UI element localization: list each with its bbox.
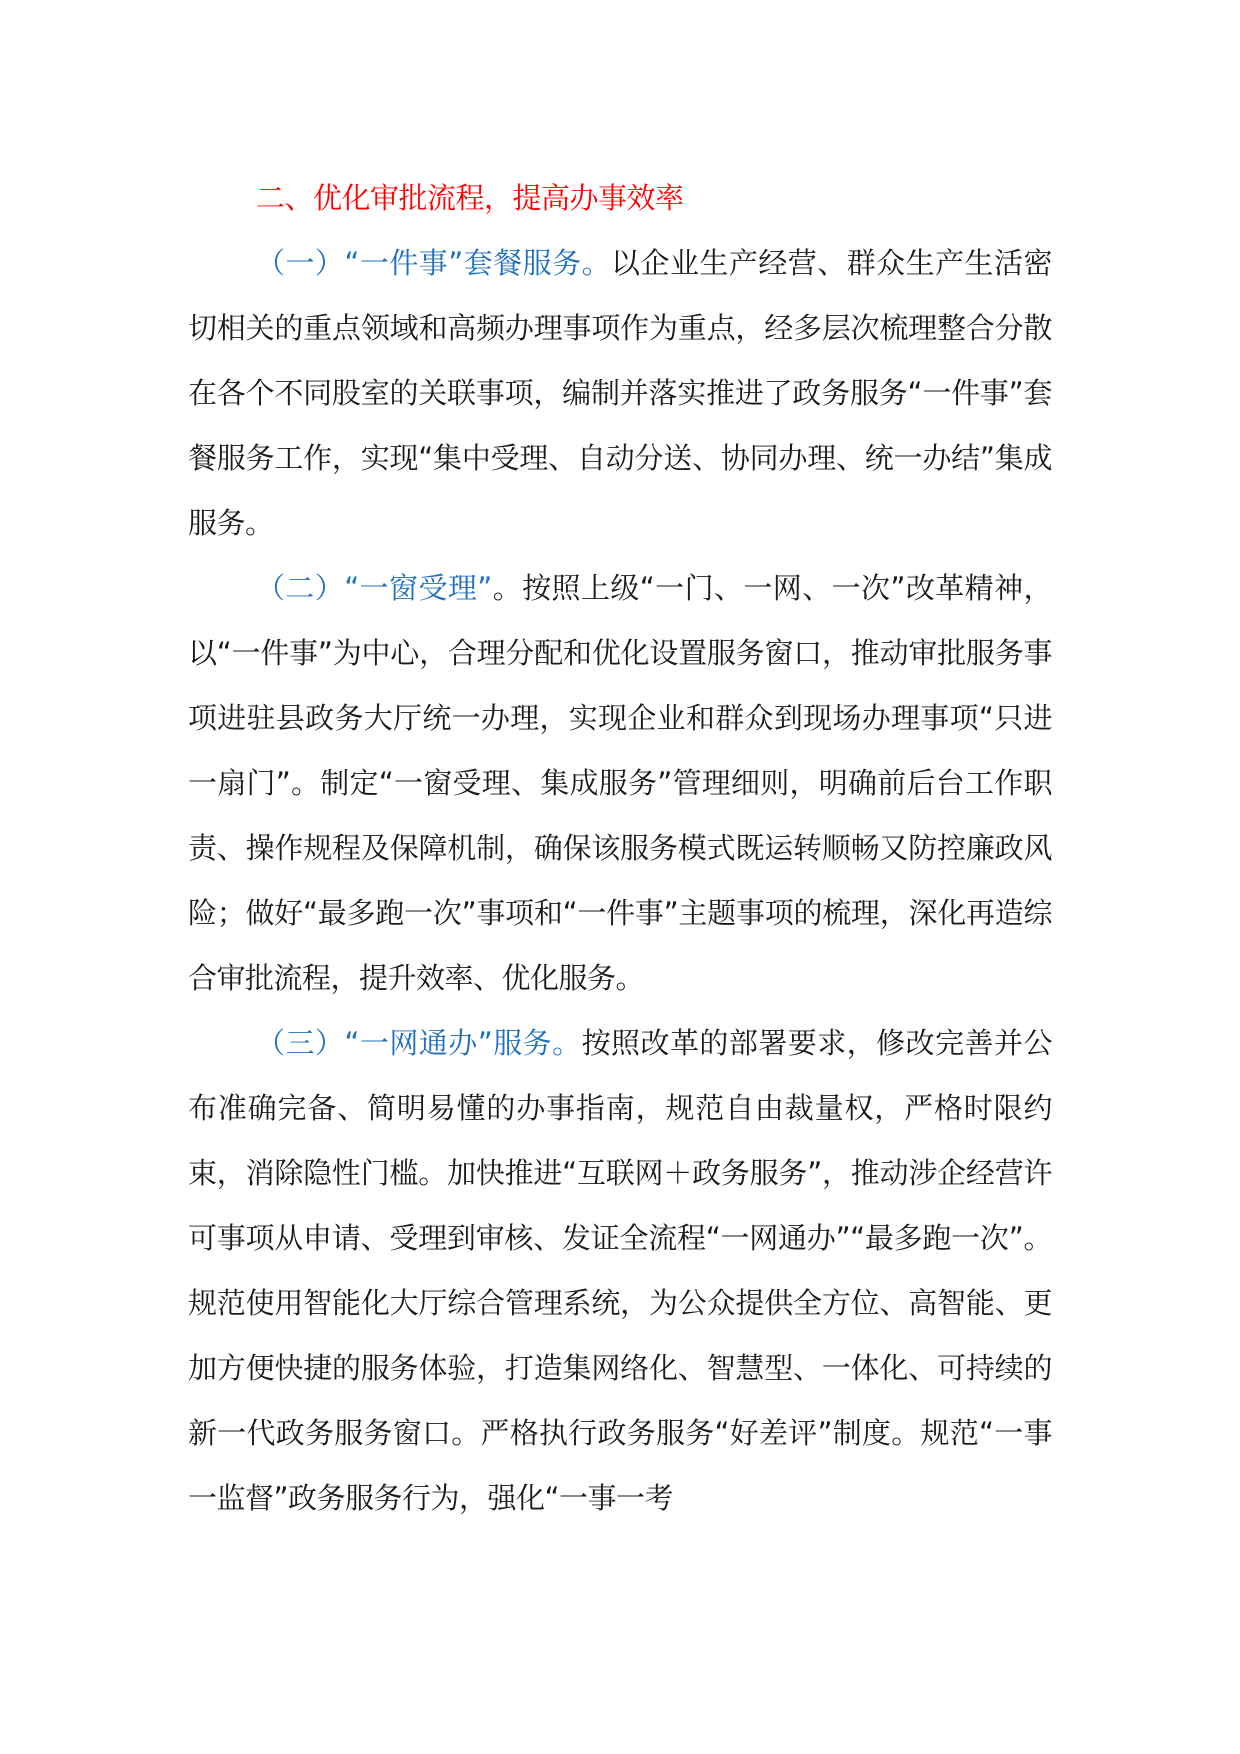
document-content: [188, 166, 1052, 1531]
paragraph-body: 。按照上级“一门、一网、一次”改革精神，以“一件事”为中心，合理分配和优化设置服务窗口，推动审批服务事项进驻县政务大厅统一办理，实现企业和群众到现场办理事项“只进一扇门”。制定“一窗受理、集成服务”管理细则，明确前后台工作职责、操作规程及保障机制，确保该服务模式既运转顺畅又防控廉政风险；做好“最多跑一次”事项和“一件事”主题事项的梳理，深化再造综合审批流程，提升效率、优化服务。: [188, 571, 1052, 995]
paragraph-body: 按照改革的部署要求，修改完善并公布准确完备、简明易懂的办事指南，规范自由裁量权，严格时限约束，消除隐性门槛。加快推进“互联网＋政务服务”，推动涉企经营许可事项从申请、受理到审核、发证全流程“一网通办”“最多跑一次”。规范使用智能化大厅综合管理系统，为公众提供全方位、高智能、更加方便快捷的服务体验，打造集网络化、智慧型、一体化、可持续的新一代政务服务窗口。严格执行政务服务“好差评”制度。规范“一事一监督”政务服务行为，强化“一事一考: [188, 1026, 1052, 1515]
paragraph-lead: （二）“一窗受理”: [256, 571, 492, 605]
paragraph-one-network-service: [188, 1011, 1052, 1531]
paragraph-lead: （三）“一网通办”服务。: [256, 1026, 582, 1060]
paragraph-one-window-acceptance: [188, 556, 1052, 1011]
paragraph-lead: （一）“一件事”套餐服务。: [256, 246, 612, 280]
paragraph-one-window-service-package: [188, 231, 1052, 556]
section-heading: 二、优化审批流程，提高办事效率: [256, 181, 684, 215]
paragraph-body: 以企业生产经营、群众生产生活密切相关的重点领域和高频办理事项作为重点，经多层次梳理整合分散在各个不同股室的关联事项，编制并落实推进了政务服务“一件事”套餐服务工作，实现“集中受理、自动分送、协同办理、统一办结”集成服务。: [188, 246, 1052, 540]
